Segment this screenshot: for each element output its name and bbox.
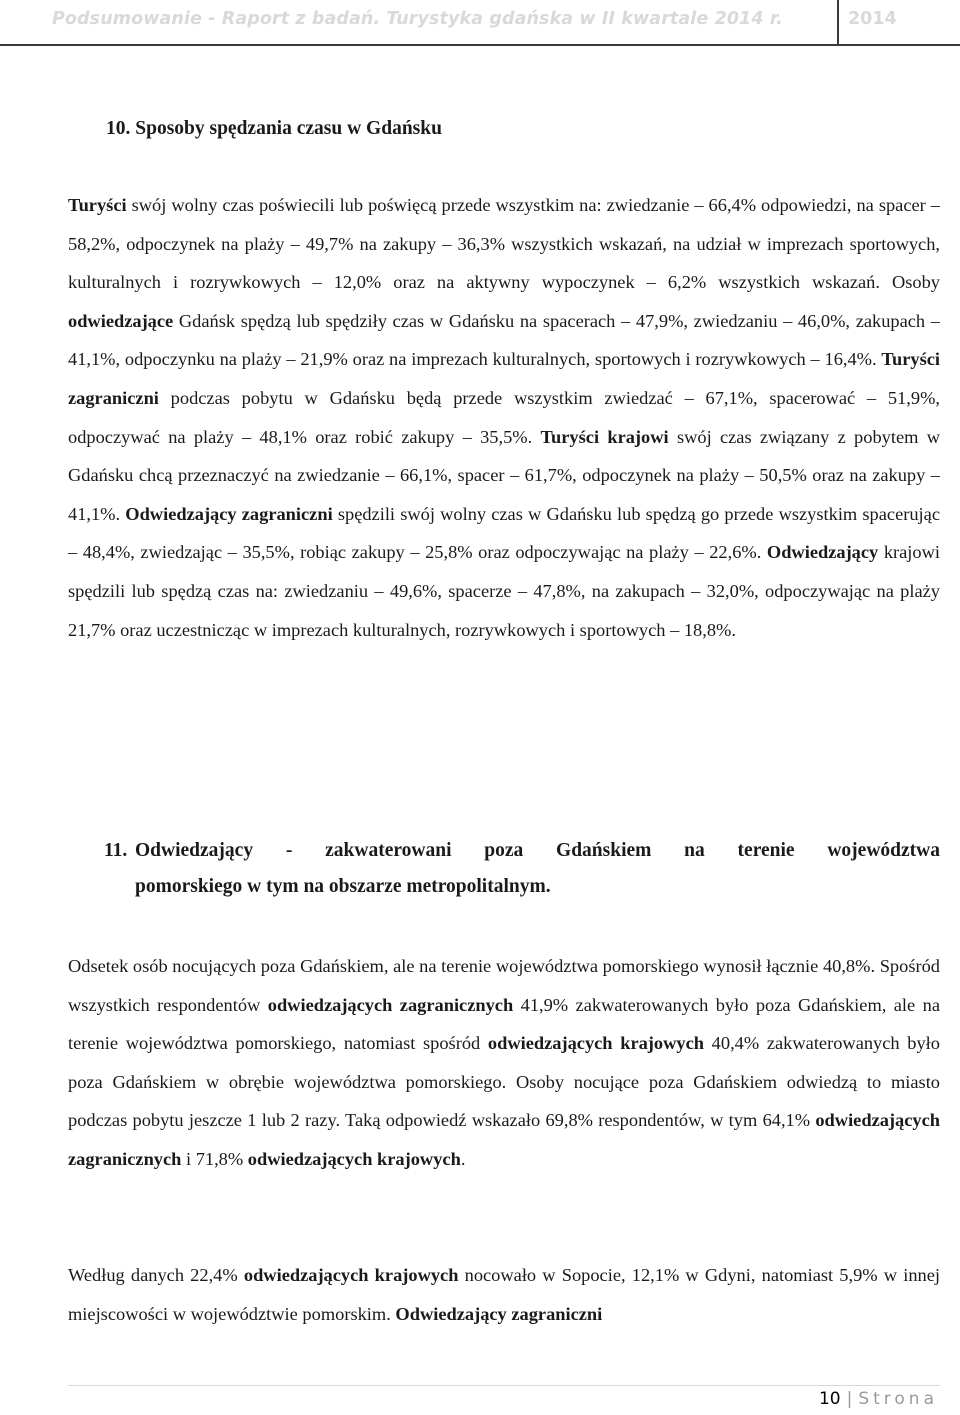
section-11-heading-line1: Odwiedzający - zakwaterowani poza Gdańskiem na terenie województwa [135, 840, 940, 861]
bold-term: Odwiedzający zagraniczni [125, 503, 333, 524]
bold-term: Turyści zagraniczni [68, 349, 940, 408]
header-divider-horizontal [0, 44, 960, 46]
bold-term: Turyści krajowi [540, 426, 669, 447]
page-number: 10 [818, 1389, 841, 1409]
bold-term: odwiedzających krajowych [247, 1148, 461, 1169]
text-run: podczas pobytu w Gdańsku będą przede wszystkim zwiedzać – 67,1%, spacerować – 51,9%, odpoczywać na plaży – 48,1% oraz robić zakupy – 35,5%. [68, 387, 940, 447]
header-year: 2014 [848, 9, 897, 29]
section-11-paragraph-2 [68, 1256, 940, 1333]
text-run: 40,4% zakwaterowanych było poza Gdańskiem w obrębie województwa pomorskiego. Osoby nocujące poza Gdańskiem odwiedzą to miasto podczas pobytu jeszcze 1 lub 2 razy. Taką odpowiedź wskazało 69,8% respondentów, w tym 64,1% [68, 1033, 940, 1131]
text-run: swój czas związany z pobytem w Gdańsku chcą przeznaczyć na zwiedzanie – 66,1%, spacer – 61,7%, odpoczynek na plaży – 50,5% oraz na zakupy – 41,1%. [68, 426, 940, 524]
section-10-heading: 10. Sposoby spędzania czasu w Gdańsku [106, 118, 442, 139]
bold-term: odwiedzających krajowych [243, 1265, 459, 1285]
bold-term: odwiedzających zagranicznych [267, 994, 514, 1015]
header-divider-vertical [837, 0, 839, 44]
text-run: swój wolny czas poświecili lub poświęcą przede wszystkim na: zwiedzanie – 66,4% odpowiedzi, na spacer – 58,2%, odpoczynek na plaży – 49,7% na zakupy – 36,3% wszystkich wskazań, na udział w imprezach sportowych, kulturalnych i rozrywkowych – 12,0% oraz na aktywny wypoczynek – 6,2% wszystkich wskazań. Osoby [68, 195, 940, 293]
text-run: Według danych 22,4% [68, 1265, 244, 1285]
bold-term: Odwiedzający [766, 542, 879, 563]
bold-term: odwiedzających zagranicznych [68, 1110, 940, 1169]
text-run: Gdańsk spędzą lub spędziły czas w Gdańsku na spacerach – 47,9%, zwiedzaniu – 46,0%, zakupach – 41,1%, odpoczynku na plaży – 21,9% oraz na imprezach kulturalnych, sportowych i rozrywkowych – 16,4%. [68, 310, 940, 370]
text-run: i 71,8% [181, 1148, 248, 1169]
footer-divider [68, 1385, 940, 1386]
text-run: krajowi spędzili lub spędzą czas na: zwiedzaniu – 49,6%, spacerze – 47,8%, na zakupach – 32,0%, odpoczywając na plaży 21,7% oraz uczestnicząc w imprezach kulturalnych, rozrywkowych i sportowych – 18,8%. [68, 542, 940, 640]
text-run: spędzili swój wolny czas w Gdańsku lub spędzą go przede wszystkim spacerując – 48,4%, zwiedzając – 35,5%, robiąc zakupy – 25,8% oraz odpoczywając na plaży – 22,6%. [68, 503, 940, 563]
page-footer [819, 1389, 938, 1409]
footer-separator: | [846, 1389, 853, 1409]
header-title: Podsumowanie - Raport z badań. Turystyka gdańska w II kwartale 2014 r. [52, 9, 783, 29]
text-run: nocowało w Sopocie, 12,1% w Gdyni, natomiast 5,9% w innej miejscowości w województwie pomorskim. [68, 1265, 940, 1324]
bold-term: odwiedzających krajowych [487, 1033, 704, 1054]
bold-term: odwiedzające [68, 310, 174, 331]
section-10-paragraph [68, 186, 940, 649]
bold-term: Odwiedzający zagraniczni [395, 1303, 603, 1324]
text-run: Odsetek osób nocujących poza Gdańskiem, ale na terenie województwa pomorskiego wynosił łącznie 40,8%. Spośród wszystkich respondentów [68, 956, 940, 1015]
text-run: . [460, 1148, 466, 1169]
page-header [0, 0, 960, 46]
text-run: 41,9% zakwaterowanych było poza Gdańskiem, ale na terenie województwa pomorskiego, natomiast spośród [68, 994, 940, 1054]
section-11-heading-line2: pomorskiego w tym na obszarze metropolitalnym. [135, 876, 551, 897]
footer-label: Strona [858, 1389, 938, 1409]
bold-term: Turyści [68, 195, 127, 215]
section-11-paragraph-1 [68, 947, 940, 1179]
section-11-number: 11. [104, 840, 128, 861]
